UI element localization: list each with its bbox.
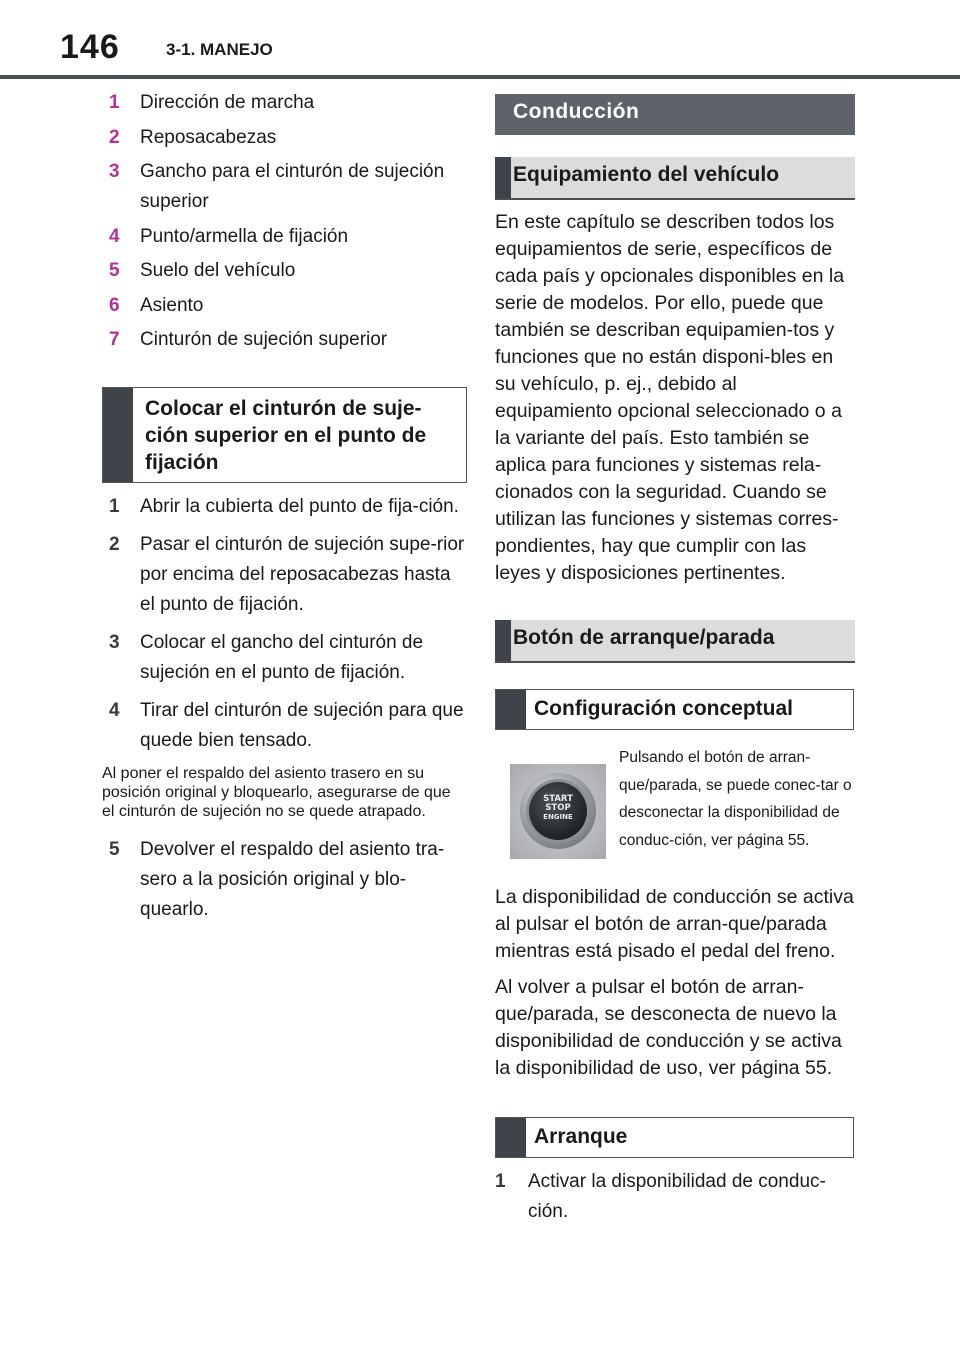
legend-number: 7	[109, 329, 120, 350]
subsection-heading-band	[495, 157, 855, 200]
deactivate-paragraph: Al volver a pulsar el botón de arran-que/parada, se desconecta de nuevo la disponibilidad de conducción y se activa la disponibilidad de uso, ver página 55.	[495, 976, 842, 1079]
legend-number: 6	[109, 294, 120, 316]
start-stop-heading-band	[495, 620, 855, 663]
arranque-heading-box	[495, 1117, 854, 1158]
heading-accent-bar	[103, 388, 133, 482]
step-item	[102, 492, 467, 522]
step-number: 2	[109, 534, 120, 555]
legend-text: Gancho para el cinturón de sujeción superior	[140, 161, 445, 212]
step-text: Devolver el respaldo del asiento tra-sero a la posición original y blo-quearlo.	[140, 839, 445, 920]
heading-accent-bar	[495, 157, 511, 198]
legend-number: 5	[109, 260, 120, 281]
arranque-heading: Arranque	[534, 1125, 628, 1148]
step-number: 3	[109, 632, 120, 653]
legend-text: Suelo del vehículo	[140, 260, 296, 281]
start-stop-heading: Botón de arranque/parada	[513, 626, 775, 649]
step-text: Colocar el gancho del cinturón de sujeción en el punto de fijación.	[140, 632, 424, 683]
concept-heading-box	[495, 689, 854, 730]
step-number: 5	[109, 839, 120, 860]
legend-text: Asiento	[140, 294, 204, 316]
legend-number: 3	[109, 161, 120, 182]
step-item	[102, 835, 467, 925]
legend-text: Punto/armella de fijación	[140, 225, 349, 247]
step-item	[102, 628, 467, 688]
heading-accent-bar	[495, 620, 511, 661]
button-lettering	[529, 795, 587, 822]
legend-number: 4	[109, 225, 120, 247]
button-label-start: START	[543, 794, 573, 804]
subsection-heading: Equipamiento del vehículo	[513, 163, 780, 186]
note-text: Al poner el respaldo del asiento trasero en su posición original y bloquearlo, asegurarse de que el cinturón de sujeción no se quede atrapado.	[102, 765, 451, 820]
intro-paragraph: En este capítulo se describen todos los equipamientos de serie, específicos de cada país y opcionales disponibles en la serie de modelos. Por ello, puede que también se describan equipamien-tos y funciones que no están disponi-bles en su vehículo, p. ej., debido al equipamiento opcional seleccionado o a la variante del país. Esto también se aplica para funciones y sistemas rela-cionados con la seguridad. Cuando se utilizan las funciones y sistemas corres-pondientes, hay que cumplir con las leyes y disposiciones pertinentes.	[495, 211, 845, 584]
button-label-stop: STOP	[545, 803, 571, 813]
step-text: Tirar del cinturón de sujeción para que quede bien tensado.	[140, 700, 464, 751]
step-number: 1	[495, 1171, 506, 1192]
step-number: 1	[109, 496, 120, 517]
legend-item	[102, 291, 467, 321]
procedure-steps	[102, 492, 467, 756]
figure-legend	[102, 88, 467, 355]
activate-paragraph: La disponibilidad de conducción se activa al pulsar el botón de arran-que/parada mientras está pisado el pedal del freno.	[495, 886, 854, 962]
legend-number: 2	[109, 126, 120, 148]
left-column	[102, 88, 467, 933]
page-number: 146	[60, 28, 120, 66]
step-text: Pasar el cinturón de sujeción supe-rior por encima del reposacabezas hasta el punto de fijación.	[140, 534, 465, 615]
legend-item	[102, 222, 467, 252]
legend-item	[102, 88, 467, 118]
arranque-steps	[495, 1167, 855, 1227]
legend-item	[102, 157, 467, 217]
header-rule	[0, 75, 960, 79]
procedure-steps-continued	[102, 835, 467, 925]
start-stop-button-photo	[510, 764, 606, 859]
step-number: 4	[109, 700, 120, 721]
step-item	[102, 696, 467, 756]
step-item	[102, 530, 467, 620]
legend-item	[102, 123, 467, 153]
page-header	[0, 0, 960, 80]
step-text: Abrir la cubierta del punto de fija-ción.	[140, 496, 459, 517]
legend-text: Cinturón de sujeción superior	[140, 329, 388, 350]
concept-heading: Configuración conceptual	[534, 697, 794, 720]
heading-accent-bar	[496, 1118, 526, 1157]
start-stop-figure	[495, 744, 855, 884]
legend-number: 1	[109, 92, 120, 113]
chapter-label: 3-1. MANEJO	[166, 40, 273, 59]
section-heading-band	[495, 94, 855, 135]
legend-text: Reposacabezas	[140, 126, 277, 148]
figure-caption: Pulsando el botón de arran-que/parada, se puede conec-tar o desconectar la disponibilidad de conduc-ción, ver página 55.	[619, 749, 852, 849]
legend-text: Dirección de marcha	[140, 92, 315, 113]
legend-item	[102, 325, 467, 355]
button-label-engine: ENGINE	[543, 813, 573, 821]
right-column	[495, 94, 855, 1235]
procedure-heading-box	[102, 387, 467, 483]
heading-accent-bar	[496, 690, 526, 729]
legend-item	[102, 256, 467, 286]
section-heading: Conducción	[513, 100, 640, 123]
step-text: Activar la disponibilidad de conduc-ción.	[528, 1171, 826, 1222]
procedure-heading: Colocar el cinturón de suje-ción superior en el punto de fijación	[145, 397, 427, 474]
step-item	[495, 1167, 855, 1227]
